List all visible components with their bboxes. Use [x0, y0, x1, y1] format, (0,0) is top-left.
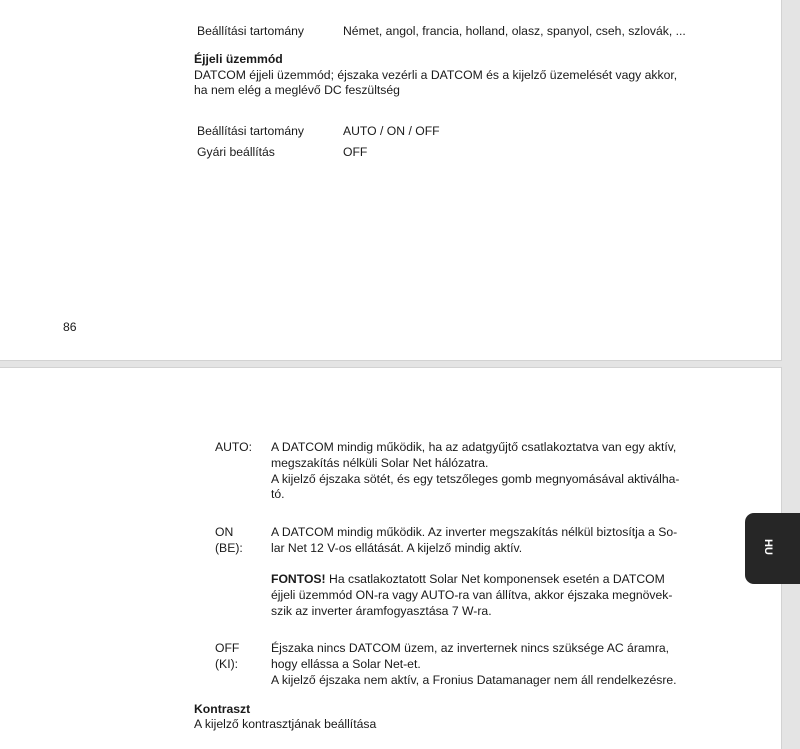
factory-default-value: OFF	[343, 145, 368, 159]
settings-range-languages: Német, angol, francia, holland, olasz, spanyol, cseh, szlovák, ...	[343, 24, 686, 38]
on-term: ON	[215, 525, 234, 539]
on-desc-line: lar Net 12 V-os ellátását. A kijelző mindig aktív.	[271, 541, 523, 555]
settings-range-value: AUTO / ON / OFF	[343, 124, 440, 138]
factory-default-label: Gyári beállítás	[197, 145, 275, 159]
off-term: OFF	[215, 641, 240, 655]
night-mode-description-line1: DATCOM éjjeli üzemmód; éjszaka vezérli a DATCOM és a kijelző üzemelését vagy akkor,	[194, 68, 678, 82]
settings-range-label: Beállítási tartomány	[197, 24, 305, 38]
important-text: Ha csatlakoztatott Solar Net komponensek esetén a DATCOM	[325, 572, 665, 586]
off-desc-line: Éjszaka nincs DATCOM üzem, az inverternek nincs szüksége AC áramra,	[271, 641, 670, 655]
off-desc-line: A kijelző éjszaka nem aktív, a Fronius Datamanager nem áll rendelkezésre.	[271, 673, 677, 687]
auto-desc-line: A kijelző éjszaka sötét, és egy tetszőleges gomb megnyomásával aktiválha-	[271, 472, 680, 486]
auto-desc-line: A DATCOM mindig működik, ha az adatgyűjtő csatlakoztatva van egy aktív,	[271, 440, 677, 454]
auto-term: AUTO:	[215, 440, 253, 454]
manual-page-bottom	[0, 367, 782, 749]
contrast-description: A kijelző kontrasztjának beállítása	[194, 717, 377, 731]
important-note-line: éjjeli üzemmód ON-ra vagy AUTO-ra van állítva, akkor éjszaka megnövek-	[271, 588, 673, 602]
night-mode-description-line2: ha nem elég a meglévő DC feszültség	[194, 83, 400, 97]
on-desc-line: A DATCOM mindig működik. Az inverter megszakítás nélkül biztosítja a So-	[271, 525, 678, 539]
language-side-tab	[745, 513, 800, 584]
settings-range-label-2: Beállítási tartomány	[197, 124, 305, 138]
important-note-line: szik az inverter áramfogyasztása 7 W-ra.	[271, 604, 492, 618]
manual-page-top	[0, 0, 782, 361]
important-label: FONTOS!	[271, 572, 326, 586]
auto-desc-line: tó.	[271, 487, 285, 501]
auto-desc-line: megszakítás nélküli Solar Net hálózatra.	[271, 456, 489, 470]
night-mode-heading: Éjjeli üzemmód	[194, 52, 283, 66]
page-number: 86	[63, 320, 77, 334]
off-term-hu: (KI):	[215, 657, 239, 671]
important-note-line1	[271, 572, 665, 587]
language-tab-label: HU	[762, 539, 774, 555]
on-term-hu: (BE):	[215, 541, 243, 555]
off-desc-line: hogy ellássa a Solar Net-et.	[271, 657, 421, 671]
contrast-heading: Kontraszt	[194, 702, 251, 716]
